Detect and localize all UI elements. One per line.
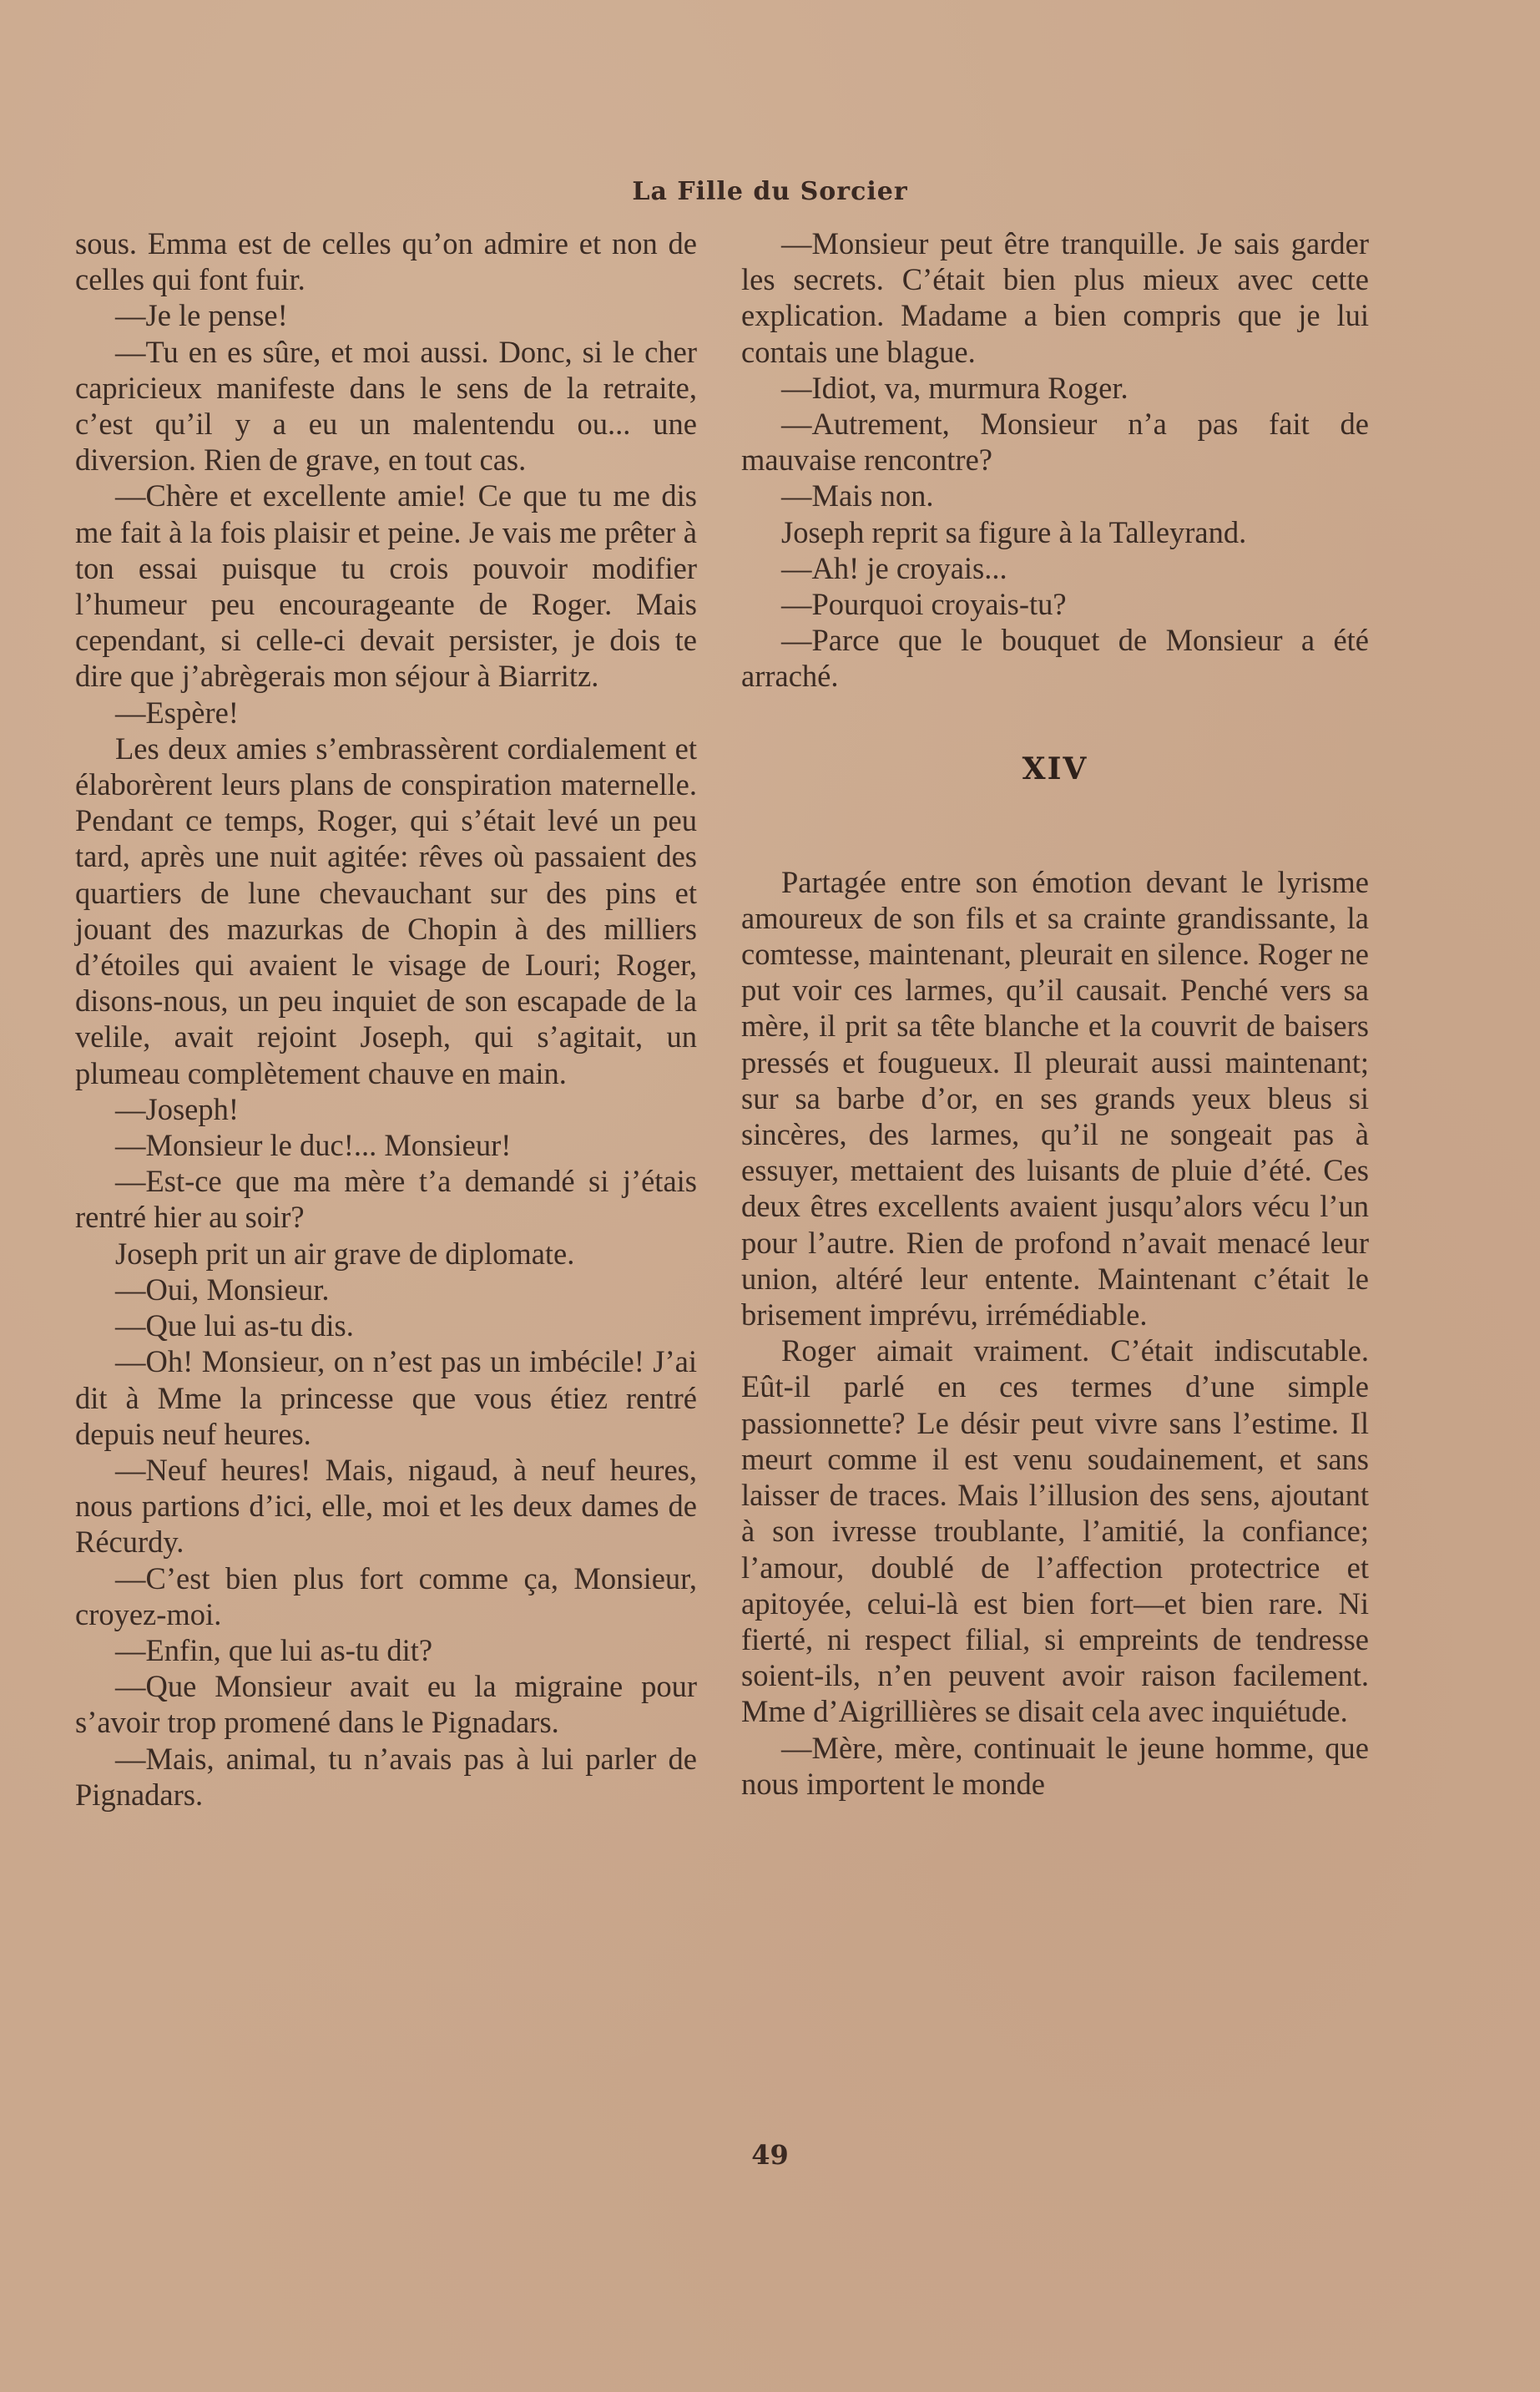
paragraph: Partagée entre son émotion devant le lyrisme amoureux de son fils et sa crainte grandissante, la comtesse, maintenant, pleurait en silence. Roger ne put voir ces larmes, qu’il causait. Penché vers sa mère, il prit sa tête blanche et la couvrit de baisers pressés et fougueux. Il pleurait aussi maintenant; sur sa barbe d’or, en ses grands yeux bleus si sincères, des larmes, qu’il ne songeait pas à essuyer, mettaient des luisants de pluie d’été. Ces deux êtres excellents avaient jusqu’alors vécu l’un pour l’autre. Rien de profond n’avait menacé leur union, altéré leur entente. Maintenant c’était le brisement imprévu, irrémédiable. [741, 864, 1369, 1333]
paragraph: —Monsieur peut être tranquille. Je sais garder les secrets. C’était bien plus mieux avec cette explication. Madame a bien compris que je lui contais une blague. [741, 226, 1369, 369]
paragraph: —Mère, mère, continuait le jeune homme, que nous importent le monde [741, 1730, 1369, 1801]
paragraph: Joseph prit un air grave de diplomate. [115, 1236, 575, 1271]
paragraph: —Autrement, Monsieur n’a pas fait de mauvaise rencontre? [741, 407, 1369, 478]
paragraph: sous. Emma est de celles qu’on admire et non de celles qui font fuir. [75, 226, 697, 297]
right-column [741, 225, 1369, 1802]
paragraph: —Neuf heures! Mais, nigaud, à neuf heures, nous partions d’ici, elle, moi et les deux dames de Récurdy. [75, 1452, 697, 1560]
paragraph: —Chère et excellente amie! Ce que tu me dis me fait à la fois plaisir et peine. Je vais me prêter à ton essai puisque tu crois pouvoir modifier l’humeur peu encourageante de Roger. Mais cependant, si celle-ci devait persister, je dois te dire que j’abrègerais mon séjour à Biarritz. [75, 478, 697, 694]
paragraph: —Pourquoi croyais-tu? [781, 587, 1067, 622]
paragraph: —Joseph! [115, 1091, 240, 1126]
paragraph: —Tu en es sûre, et moi aussi. Donc, si le cher capricieux manifeste dans le sens de la retraite, c’est qu’il y a eu un malentendu ou... une diversion. Rien de grave, en tout cas. [75, 334, 697, 478]
running-head: La Fille du Sorcier [632, 177, 908, 206]
paragraph: Joseph reprit sa figure à la Talleyrand. [781, 514, 1247, 549]
paragraph: —Oui, Monsieur. [115, 1272, 330, 1307]
paragraph: —Oh! Monsieur, on n’est pas un imbécile! J’ai dit à Mme la princesse que vous étiez rentré depuis neuf heures. [75, 1344, 697, 1451]
chapter-heading: XIV [1022, 751, 1088, 786]
paragraph: —Est-ce que ma mère t’a demandé si j’étais rentré hier au soir? [75, 1164, 697, 1235]
paragraph: —Mais, animal, tu n’avais pas à lui parler de Pignadars. [75, 1741, 697, 1812]
paragraph: Roger aimait vraiment. C’était indiscutable. Eût-il parlé en ces termes d’une simple passionnette? Le désir peut vivre sans l’estime. Il meurt comme il est venu soudainement, et sans laisser de traces. Mais l’illusion des sens, ajoutant à son ivresse troublante, l’amitié, la confiance; l’amour, doublé de l’affection protectrice et apitoyée, celui-là est bien fort—et bien rare. Ni fierté, ni respect filial, si empreints de tendresse soient-ils, n’en peuvent avoir raison facilement. Mme d’Aigrillières se disait cela avec inquiétude. [741, 1333, 1369, 1729]
paragraph: —Ah! je croyais... [781, 550, 1007, 585]
paragraph: —Idiot, va, murmura Roger. [781, 370, 1128, 405]
left-column [75, 225, 697, 1813]
paragraph: —Parce que le bouquet de Monsieur a été arraché. [741, 623, 1369, 694]
paragraph: —Monsieur le duc!... Monsieur! [115, 1128, 512, 1163]
paragraph: —Enfin, que lui as-tu dit? [115, 1632, 433, 1667]
paragraph: —Mais non. [781, 478, 934, 513]
paragraph: —Que Monsieur avait eu la migraine pour s’avoir trop promené dans le Pignadars. [75, 1669, 697, 1740]
paragraph: Les deux amies s’embrassèrent cordialement et élaborèrent leurs plans de conspiration maternelle. Pendant ce temps, Roger, qui s’était levé un peu tard, après une nuit agitée: rêves où passaient des quartiers de lune chevauchant sur des pins et jouant des mazurkas de Chopin à des milliers d’étoiles qui avaient le visage de Louri; Roger, disons-nous, un peu inquiet de son escapade de la velile, avait rejoint Joseph, qui s’agitait, un plumeau complètement chauve en main. [75, 731, 697, 1090]
paragraph: —Espère! [115, 695, 239, 730]
paragraph: —Je le pense! [115, 298, 288, 333]
page-number: 49 [751, 2139, 789, 2171]
paragraph: —Que lui as-tu dis. [115, 1308, 354, 1343]
paragraph: —C’est bien plus fort comme ça, Monsieur, croyez-moi. [75, 1560, 697, 1631]
